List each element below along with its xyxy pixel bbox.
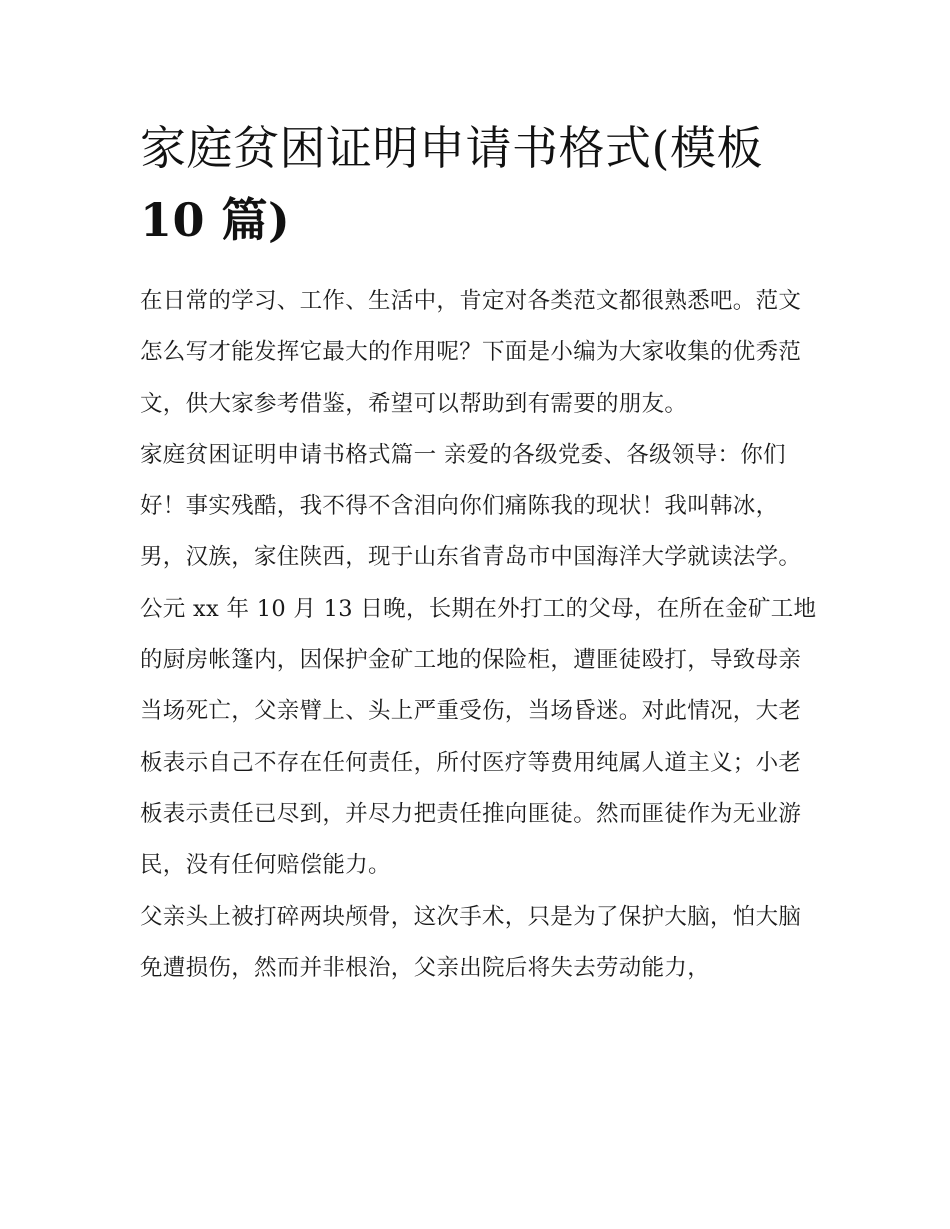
document-body <box>140 276 820 994</box>
paragraph-letter-opening: 家庭贫困证明申请书格式篇一 亲爱的各级党委、各级领导：你们好！事实残酷，我不得不含泪向你们痛陈我的现状！我叫韩冰，男，汉族，家住陕西，现于山东省青岛市中国海洋大学就读法学。 <box>140 441 802 571</box>
paragraph-father-injury: 父亲头上被打碎两块颅骨，这次手术，只是为了保护大脑，怕大脑免遭损伤，然而并非根治，父亲出院后将失去劳动能力， <box>140 903 802 981</box>
paragraph-intro: 在日常的学习、工作、生活中，肯定对各类范文都很熟悉吧。范文怎么写才能发挥它最大的作用呢？下面是小编为大家收集的优秀范文，供大家参考借鉴，希望可以帮助到有需要的朋友。 <box>140 288 802 417</box>
title-line-2: 10 篇) <box>140 193 291 247</box>
title-line-1: 家庭贫困证明申请书格式(模板 <box>140 121 763 175</box>
paragraph-incident: 公元 xx 年 10 月 13 日晚，长期在外打工的父母，在所在金矿工地的厨房帐篷内，因保护金矿工地的保险柜，遭匪徒殴打，导致母亲当场死亡，父亲臂上、头上严重受伤，当场昏迷。对此情况，大老板表示自己不存在任何责任，所付医疗等费用纯属人道主义；小老板表示责任已尽到，并尽力把责任推向匪徒。然而匪徒作为无业游民，没有任何赔偿能力。 <box>140 595 817 879</box>
document-title <box>140 112 820 256</box>
